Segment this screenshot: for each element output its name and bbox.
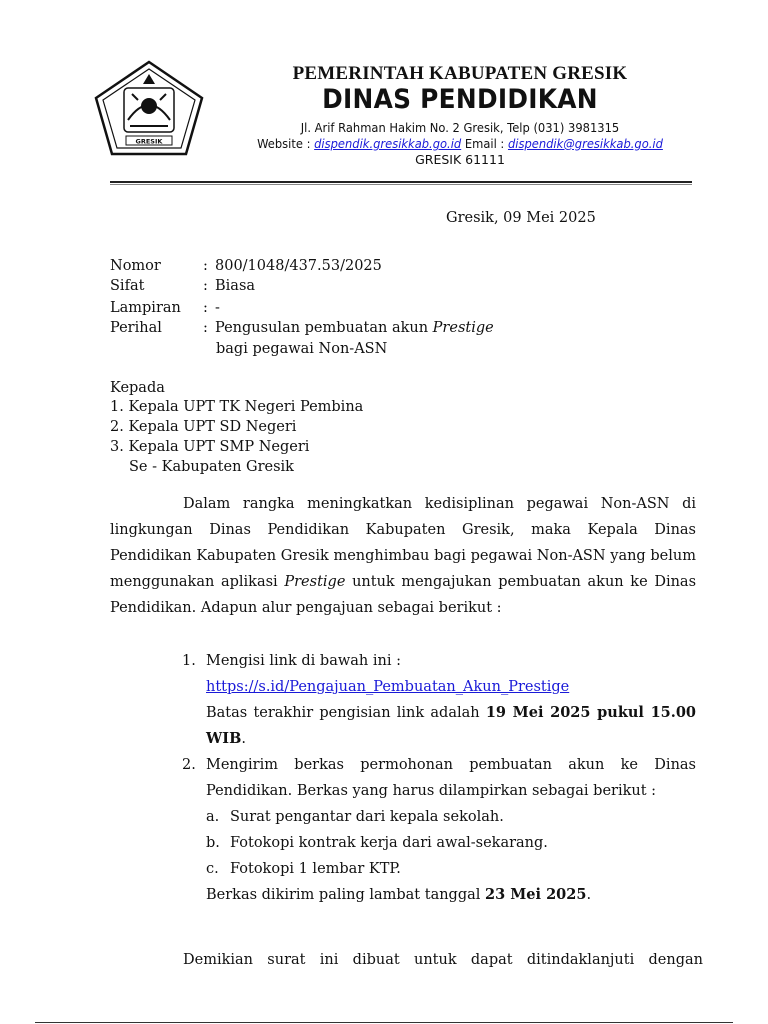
- body-paragraph: [110, 491, 696, 621]
- colon: :: [203, 278, 208, 294]
- lampiran-label: Lampiran: [110, 300, 181, 316]
- website-link[interactable]: dispendik.gresikkab.go.id: [314, 136, 462, 151]
- document-item: [206, 830, 696, 856]
- document-text: Fotokopi 1 lembar KTP.: [230, 861, 401, 877]
- contact-line: [202, 136, 717, 151]
- document-item: [206, 856, 696, 882]
- perihal-app-name: Prestige: [432, 320, 494, 336]
- paragraph-text: Dalam rangka meningkatkan kedisiplinan pegawai Non-ASN di lingkungan Dinas Pendidikan Kabupaten Gresik, maka Kepala Dinas Pendidikan Kabupaten Gresik menghimbau bagi pegawai Non-ASN yang belum menggunakan aplikasi: [110, 496, 696, 590]
- document-text: Surat pengantar dari kepala sekolah.: [230, 809, 504, 825]
- emblem-caption: GRESIK: [135, 137, 163, 146]
- page-bottom-rule: [35, 1022, 733, 1023]
- step-text: Mengirim berkas permohonan pembuatan akun ke Dinas Pendidikan. Berkas yang harus dilampirkan sebagai berikut :: [206, 757, 696, 799]
- website-label: Website :: [257, 136, 311, 151]
- office-name: DINAS PENDIDIKAN: [322, 84, 598, 115]
- sifat-value: Biasa: [215, 278, 256, 294]
- government-name: PEMERINTAH KABUPATEN GRESIK: [292, 63, 628, 84]
- city-postal: GRESIK 61111: [415, 152, 505, 167]
- recipient-region: Se - Kabupaten Gresik: [129, 459, 294, 475]
- recipient-item: 2. Kepala UPT SD Negeri: [110, 419, 297, 435]
- document-letter: c.: [206, 861, 219, 877]
- period: .: [586, 887, 592, 903]
- letter-date: Gresik, 09 Mei 2025: [446, 210, 596, 226]
- sifat-label: Sifat: [110, 278, 145, 294]
- letterhead-divider-thin: [110, 184, 692, 185]
- steps-list: [182, 648, 696, 908]
- step-item: [182, 752, 696, 908]
- colon: :: [203, 258, 208, 274]
- step-number: 1.: [182, 653, 196, 669]
- period: .: [241, 731, 246, 747]
- step-number: 2.: [182, 757, 196, 773]
- deadline-prefix: Berkas dikirim paling lambat tanggal: [206, 887, 481, 903]
- deadline-line: [206, 700, 696, 752]
- email-label: Email :: [464, 136, 505, 151]
- nomor-value: 800/1048/437.53/2025: [215, 258, 382, 274]
- form-link[interactable]: https://s.id/Pengajuan_Pembuatan_Akun_Prestige: [206, 679, 570, 695]
- deadline-date: 19 Mei 2025 pukul 15.00 WIB: [206, 704, 697, 747]
- step-content: [206, 752, 696, 908]
- closing-text: Demikian surat ini dibuat untuk dapat ditindaklanjuti dengan: [183, 952, 703, 968]
- deadline-line: [206, 882, 696, 908]
- gresik-regency-emblem: [92, 60, 206, 156]
- perihal-value: [215, 318, 494, 338]
- colon: :: [203, 320, 208, 336]
- email-link[interactable]: dispendik@gresikkab.go.id: [507, 136, 663, 151]
- recipient-item: 1. Kepala UPT TK Negeri Pembina: [110, 399, 364, 415]
- paragraph-text: untuk mengajukan pembuatan akun ke Dinas Pendidikan. Adapun alur pengajuan sebagai berikut :: [110, 574, 697, 616]
- document-text: Fotokopi kontrak kerja dari awal-sekarang.: [230, 835, 548, 851]
- step-item: [182, 648, 696, 752]
- perihal-text: Pengusulan pembuatan akun: [215, 320, 429, 336]
- perihal-value-line2: bagi pegawai Non-ASN: [216, 341, 388, 357]
- deadline-date: 23 Mei 2025: [485, 886, 587, 903]
- documents-list: [206, 804, 696, 882]
- recipient-item: 3. Kepala UPT SMP Negeri: [110, 439, 310, 455]
- document-letter: a.: [206, 809, 220, 825]
- letterhead-divider: [110, 181, 692, 183]
- step-content: [206, 648, 696, 752]
- office-address: Jl. Arif Rahman Hakim No. 2 Gresik, Telp (031) 3981315: [300, 120, 620, 135]
- document-letter: b.: [206, 835, 220, 851]
- document-item: [206, 804, 696, 830]
- deadline-prefix: Batas terakhir pengisian link adalah: [206, 705, 480, 721]
- nomor-label: Nomor: [110, 258, 161, 274]
- kepada-label: Kepada: [110, 380, 165, 396]
- perihal-label: Perihal: [110, 320, 162, 336]
- step-text: Mengisi link di bawah ini :: [206, 653, 401, 669]
- colon: :: [203, 300, 208, 316]
- lampiran-value: -: [215, 300, 220, 316]
- app-name: Prestige: [284, 574, 346, 590]
